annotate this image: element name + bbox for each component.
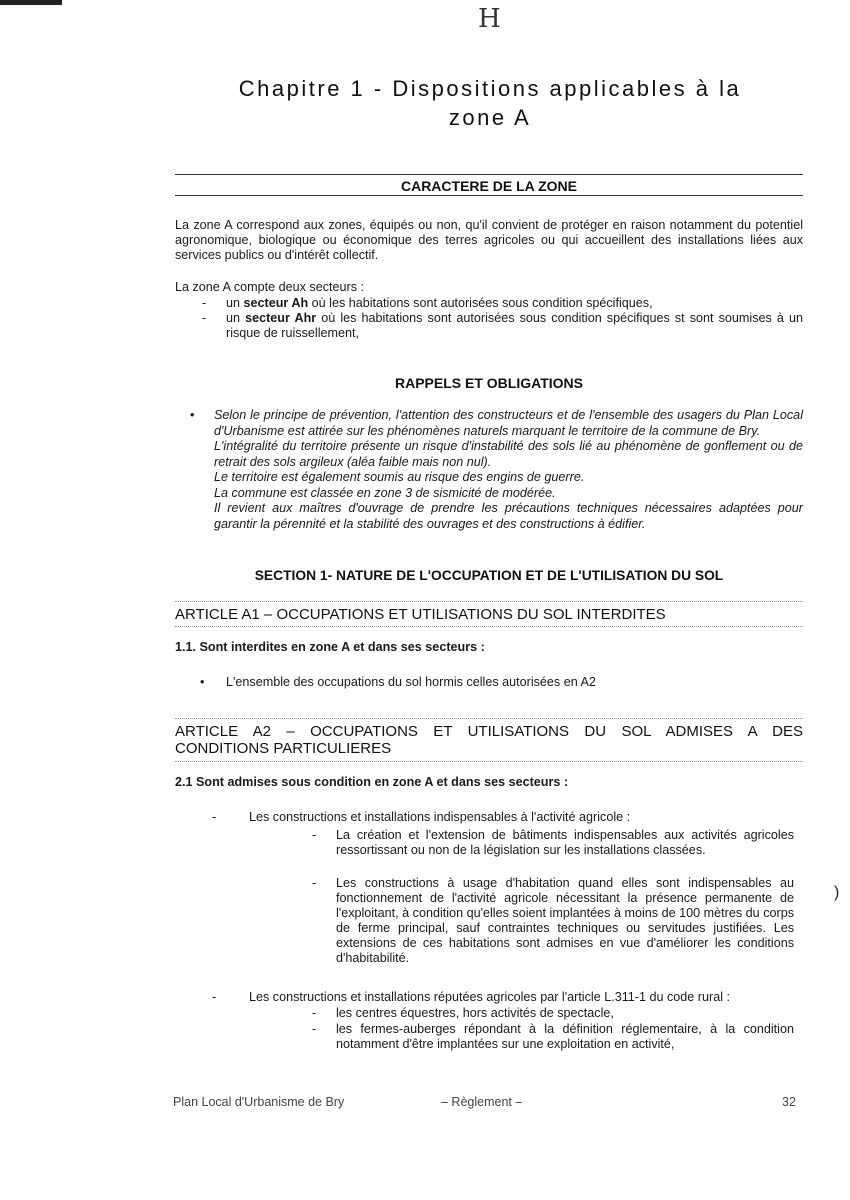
bullet-marker: • [200,675,205,689]
section1-heading: SECTION 1- NATURE DE L'OCCUPATION ET DE L'UTILISATION DU SOL [254,568,724,583]
sector-name: secteur Ahr [245,311,317,325]
list-item [175,296,803,311]
chapter-title [150,74,830,132]
handwritten-mark: H [478,4,501,34]
list-item [175,311,803,341]
caractere-heading: CARACTERE DE LA ZONE [400,178,578,194]
rappels-line: L'intégralité du territoire présente un risque d'instabilité des sols lié au phénomène de gonflement ou de retrait des sols argileux (aléa faible mais non nul). [214,439,803,469]
divider [175,601,803,602]
dash-marker: - [312,876,317,890]
sector-prefix: un [226,296,244,310]
group2-item: les centres équestres, hors activités de spectacle, [336,1006,614,1020]
article-a1-subheading: 1.1. Sont interdites en zone A et dans ses secteurs : [175,640,485,654]
rappels-line: Selon le principe de prévention, l'attention des constructeurs et de l'ensemble des usagers du Plan Local d'Urbanisme est attirée sur les phénomènes naturels marquant le territoire de la commune de Bry. [214,408,803,438]
rappels-heading: RAPPELS ET OBLIGATIONS [395,375,583,391]
scan-corner-mark [0,0,62,5]
caractere-intro: La zone A correspond aux zones, équipés ou non, qu'il convient de protéger en raison notamment du potentiel agronomique, biologique ou économique des terres agricoles ou qui accueillent des installations liées aux services publics ou d'intérêt collectif. [175,218,803,262]
divider [175,195,803,196]
article-a2-title [175,723,803,757]
bullet-marker: • [190,408,195,422]
article-a2-title-line1: ARTICLE A2 – OCCUPATIONS ET UTILISATIONS DU SOL ADMISES A DES [175,723,803,740]
footer-doc-title: Plan Local d'Urbanisme de Bry [173,1095,345,1109]
page-number: 32 [782,1095,796,1109]
sector-name: secteur Ah [243,296,309,310]
margin-mark: ) [834,884,840,901]
sector-list [175,296,803,341]
chapter-title-line1: Chapitre 1 - Dispositions applicables à la [238,76,742,101]
footer-section: – Règlement – [441,1095,523,1109]
group2-label: Les constructions et installations réputées agricoles par l'article L.311-1 du code rural : [249,990,730,1004]
group1-item: La création et l'extension de bâtiments indispensables aux activités agricoles ressortissant ou non de la législation sur les installations classées. [336,828,794,857]
dash-marker: - [212,990,217,1004]
sector-desc: où les habitations sont autorisées sous condition spécifiques, [308,296,653,310]
rappels-line: La commune est classée en zone 3 de sismicité de modérée. [214,485,556,500]
dash-marker: - [312,828,317,842]
sector-desc: où les habitations sont autorisées sous condition spécifiques st sont soumises à un risque de ruissellement, [226,311,803,340]
article-a2-subheading: 2.1 Sont admises sous condition en zone A et dans ses secteurs : [175,775,569,789]
article-a2-title-line2: CONDITIONS PARTICULIERES [175,740,392,757]
divider [175,761,803,762]
rappels-line: Le territoire est également soumis au risque des engins de guerre. [214,470,585,484]
article-a1-title: ARTICLE A1 – OCCUPATIONS ET UTILISATIONS DU SOL INTERDITES [175,606,666,623]
dash-marker: - [312,1022,317,1036]
sectors-intro: La zone A compte deux secteurs : [175,280,365,294]
sector-prefix: un [226,311,246,325]
article-a1-item: L'ensemble des occupations du sol hormis celles autorisées en A2 [226,675,596,689]
group1-item: Les constructions à usage d'habitation quand elles sont indispensables au fonctionnement de l'activité agricole nécessitant la présence permanente de l'exploitant, à condition qu'elles soient implantées à moins de 100 mètres du corps de ferme principal, sauf contraintes techniques ou servitudes justifiées. Les extensions de ces habitations sont admises en vue d'améliorer les conditions d'habitabilité. [336,876,794,965]
dash-marker: - [202,296,207,310]
divider [175,174,803,175]
dash-marker: - [212,810,217,824]
rappels-line: Il revient aux maîtres d'ouvrage de prendre les précautions techniques nécessaires adaptées pour garantir la pérennité et la stabilité des ouvrages et des constructions à édifier. [214,501,803,531]
group1-label: Les constructions et installations indispensables à l'activité agricole : [249,810,631,824]
group2-item: les fermes-auberges répondant à la définition réglementaire, à la condition notamment d'être implantées sur une exploitation en activité, [336,1022,794,1051]
dash-marker: - [202,311,207,325]
divider [175,626,803,627]
rappels-text [214,408,803,532]
chapter-title-line2: zone A [448,105,532,130]
dash-marker: - [312,1006,317,1020]
divider [175,718,803,719]
